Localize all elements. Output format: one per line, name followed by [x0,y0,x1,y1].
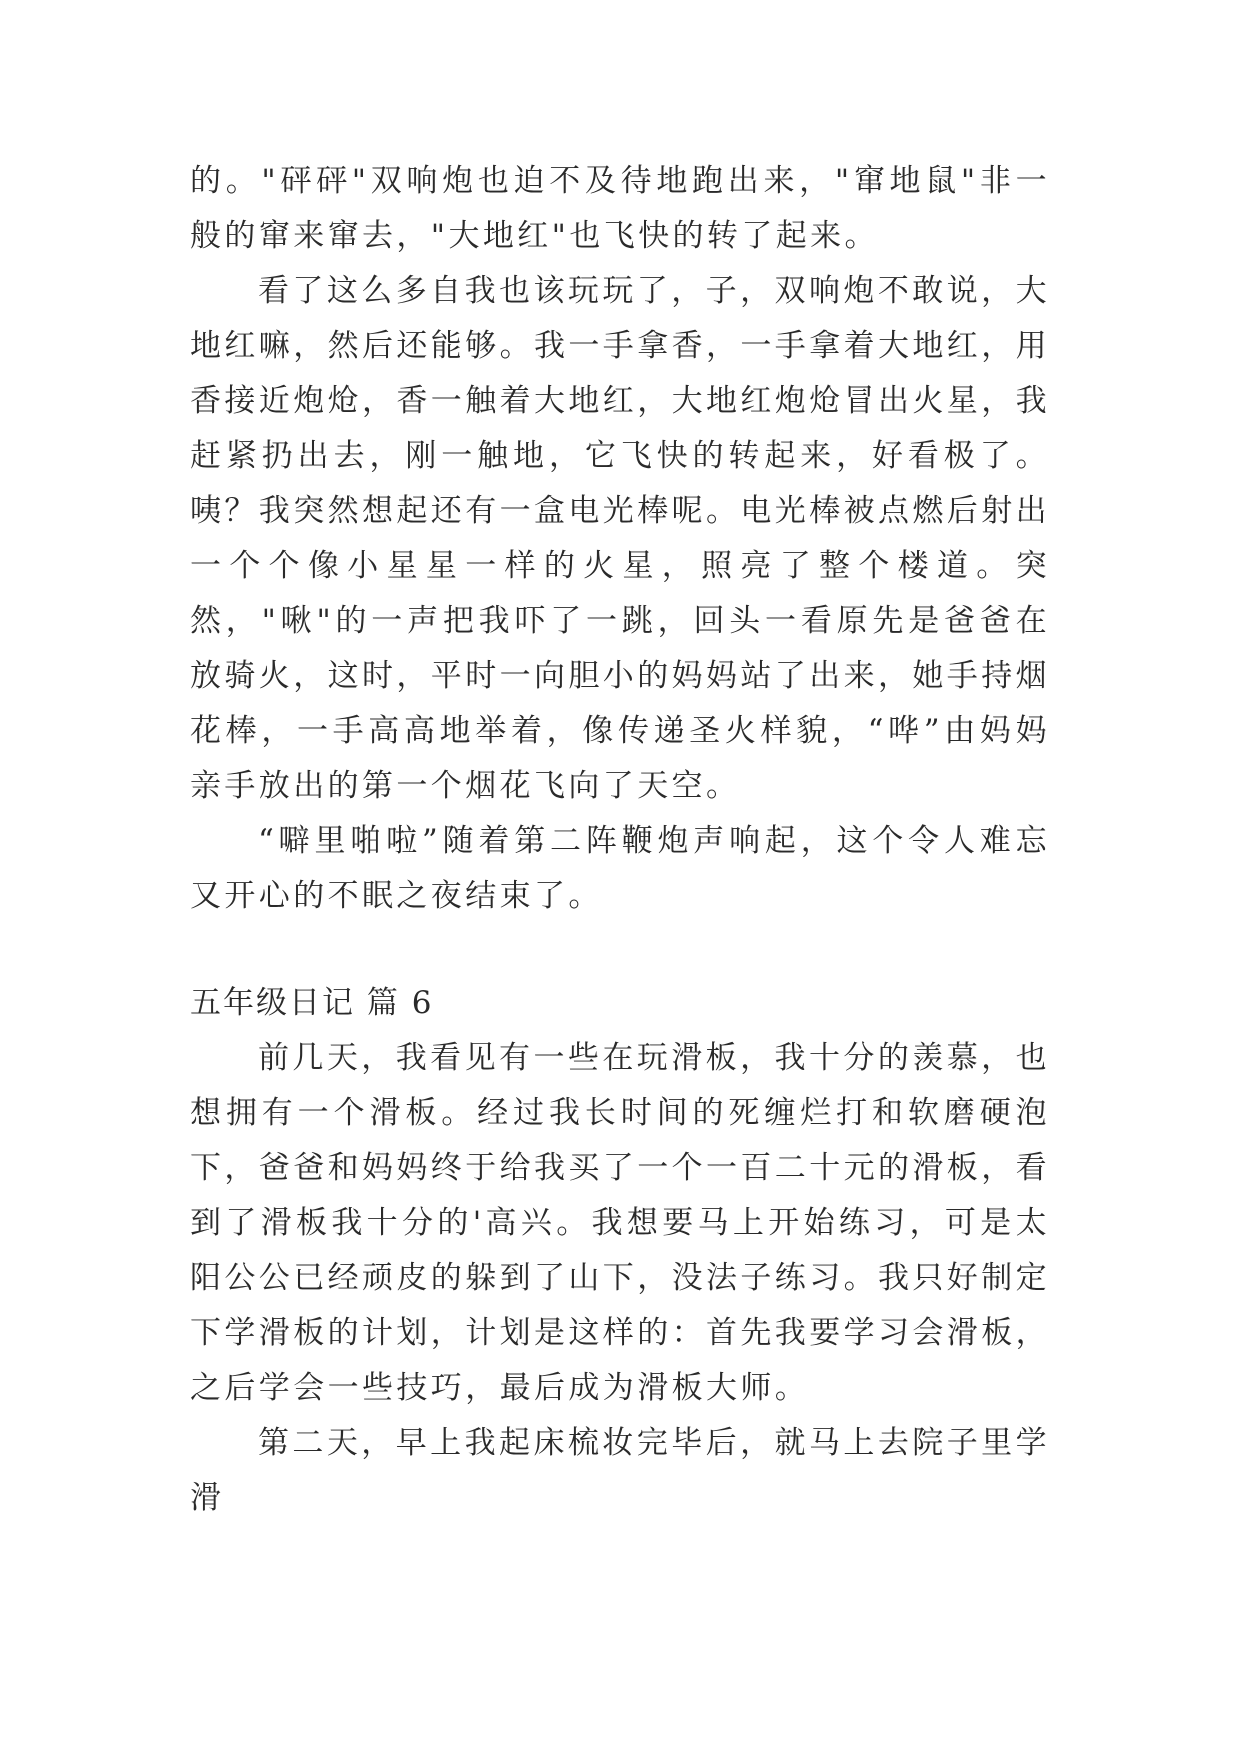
paragraph-2: 看了这么多自我也该玩玩了，子，双响炮不敢说，大地红嘛，然后还能够。我一手拿香，一手拿着大地红，用香接近炮炝，香一触着大地红，大地红炮炝冒出火星，我赶紧扔出去，刚一触地，它飞快的转起来，好看极了。咦？我突然想起还有一盒电光棒呢。电光棒被点燃后射出一个个像小星星一样的火星，照亮了整个楼道。突然，"啾"的一声把我吓了一跳，回头一看原先是爸爸在放骑火，这时，平时一向胆小的妈妈站了出来，她手持烟花棒，一手高高地举着，像传递圣火样貌，“哗”由妈妈亲手放出的第一个烟花飞向了天空。 [190,273,1050,804]
document-body [190,154,1050,1526]
paragraph-1: 的。"砰砰"双响炮也迫不及待地跑出来，"窜地鼠"非一般的窜来窜去，"大地红"也飞快的转了起来。 [190,163,1050,254]
paragraph-4: 前几天，我看见有一些在玩滑板，我十分的羡慕，也想拥有一个滑板。经过我长时间的死缠烂打和软磨硬泡下，爸爸和妈妈终于给我买了一个一百二十元的滑板，看到了滑板我十分的'高兴。我想要马上开始练习，可是太阳公公已经顽皮的躲到了山下，没法子练习。我只好制定下学滑板的计划，计划是这样的：首先我要学习会滑板，之后学会一些技巧，最后成为滑板大师。 [190,1040,1050,1406]
section-title: 五年级日记 篇 6 [190,985,434,1021]
paragraph-5: 第二天，早上我起床梳妆完毕后，就马上去院子里学滑 [190,1425,1050,1516]
section-spacer [190,924,1050,976]
paragraph-3: “噼里啪啦”随着第二阵鞭炮声响起，这个令人难忘又开心的不眠之夜结束了。 [190,823,1050,914]
